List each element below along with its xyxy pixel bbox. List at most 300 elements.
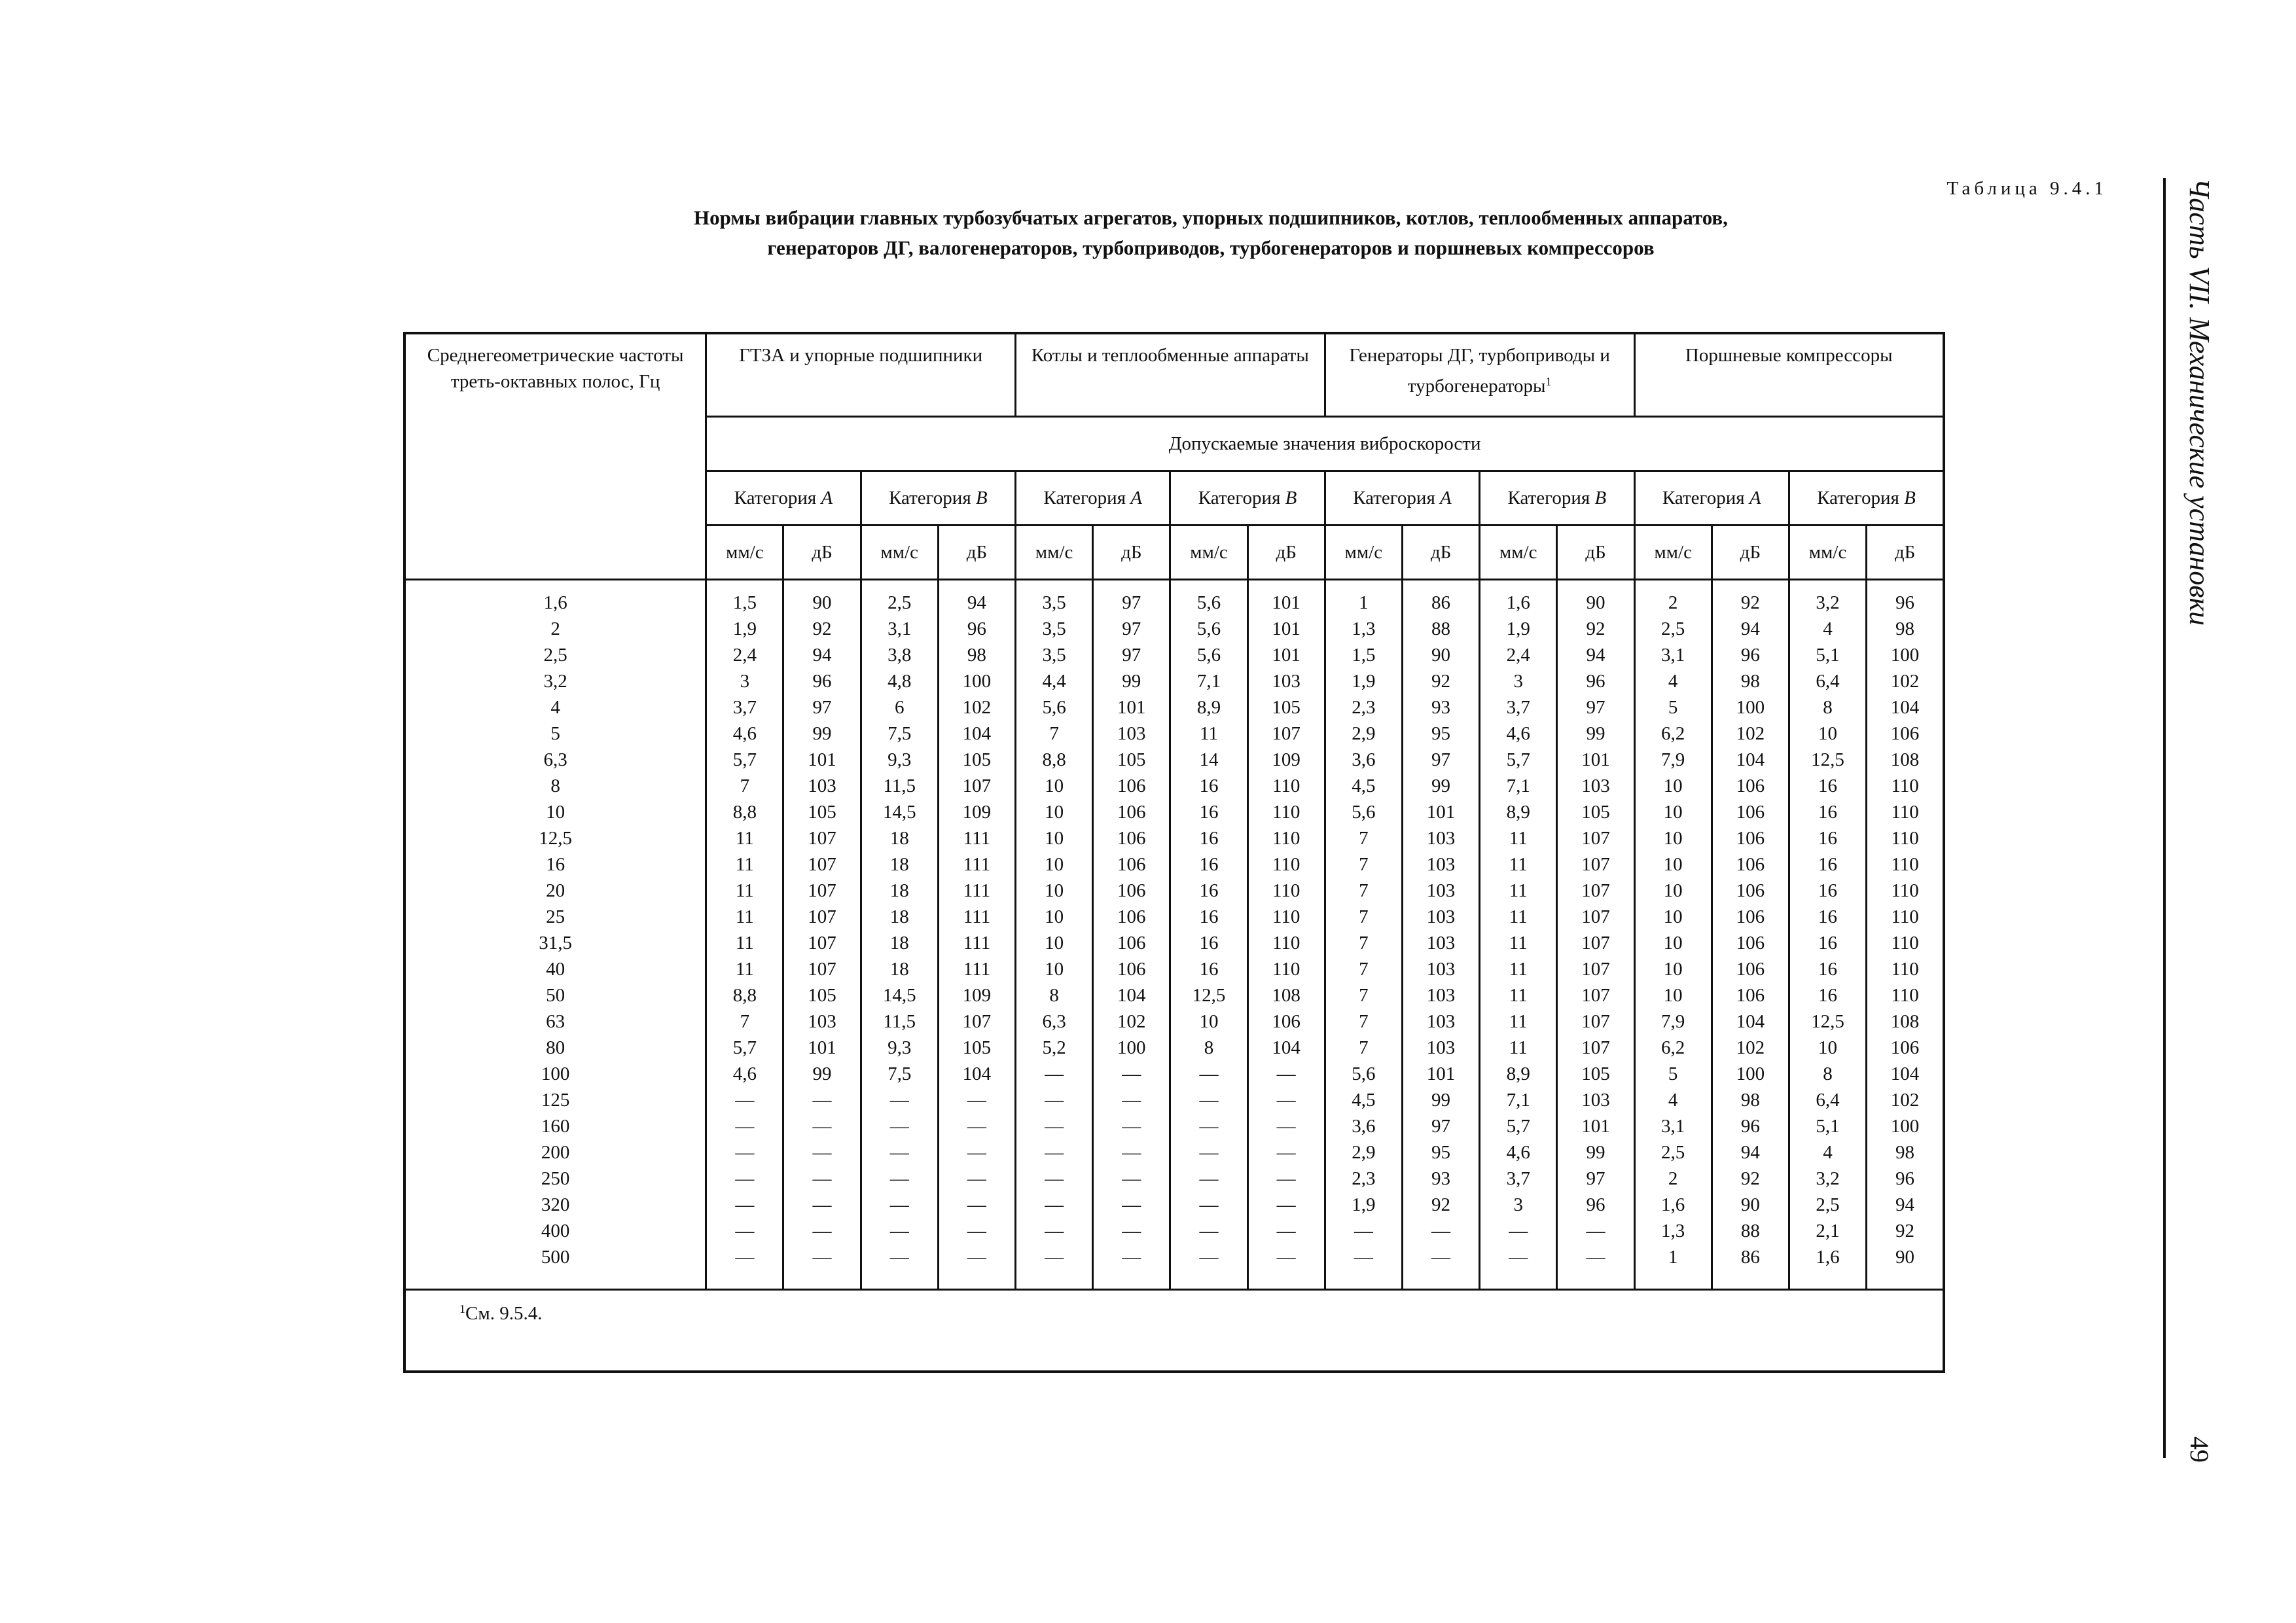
value-cell: — (861, 1192, 938, 1218)
value-cell: 106 (1712, 773, 1789, 799)
value-cell: 16 (1170, 773, 1247, 799)
value-cell: 7 (1325, 930, 1402, 956)
value-cell: — (1247, 1244, 1325, 1290)
value-cell: 96 (938, 616, 1015, 642)
value-cell: 7,5 (861, 721, 938, 747)
frequency-cell: 5 (404, 721, 706, 747)
value-cell: 96 (1557, 1192, 1634, 1218)
value-cell: 111 (938, 878, 1015, 904)
value-cell: 16 (1789, 773, 1866, 799)
value-cell: 96 (783, 668, 861, 694)
value-cell: 107 (1557, 956, 1634, 982)
value-cell: 106 (1093, 851, 1170, 878)
value-cell: 97 (1557, 1166, 1634, 1192)
value-cell: 11 (1480, 878, 1557, 904)
unit-header-mms: мм/с (706, 526, 783, 580)
unit-header-mms: мм/с (1480, 526, 1557, 580)
value-cell: 97 (1093, 616, 1170, 642)
frequency-cell: 10 (404, 799, 706, 825)
value-cell: — (1480, 1244, 1557, 1290)
value-cell: — (706, 1244, 783, 1290)
table-row (404, 773, 1944, 799)
unit-header-db: дБ (1247, 526, 1325, 580)
vibration-norms-table (403, 332, 1945, 1373)
value-cell: 105 (1557, 799, 1634, 825)
value-cell: 106 (1712, 904, 1789, 930)
value-cell: — (1093, 1087, 1170, 1113)
value-cell: 3 (706, 668, 783, 694)
category-letter: B (1594, 487, 1607, 508)
value-cell: 7,1 (1170, 668, 1247, 694)
table-row (404, 851, 1944, 878)
frequency-cell: 8 (404, 773, 706, 799)
value-cell: 6 (861, 694, 938, 721)
table-title-line-1: Нормы вибрации главных турбозубчатых агрегатов, упорных подшипников, котлов, теплообменных аппаратов, (694, 206, 1728, 229)
value-cell: — (706, 1113, 783, 1139)
table-row (404, 982, 1944, 1008)
value-cell: 8,8 (706, 799, 783, 825)
value-cell: 11,5 (861, 1008, 938, 1035)
table-number: Таблица 9.4.1 (1946, 178, 2108, 199)
value-cell: 3 (1480, 1192, 1557, 1218)
table-title (393, 203, 2029, 263)
value-cell: 104 (1712, 1008, 1789, 1035)
value-cell: 107 (1557, 1035, 1634, 1061)
value-cell: 2 (1634, 580, 1712, 616)
value-cell: 11 (706, 878, 783, 904)
value-cell: 4 (1789, 1139, 1866, 1166)
value-cell: 110 (1247, 773, 1325, 799)
value-cell: 92 (1402, 1192, 1479, 1218)
value-cell: 100 (938, 668, 1015, 694)
value-cell: 102 (1093, 1008, 1170, 1035)
value-cell: 11 (706, 930, 783, 956)
value-cell: 86 (1402, 580, 1479, 616)
value-cell: 107 (783, 930, 861, 956)
value-cell: 92 (783, 616, 861, 642)
frequency-cell: 3,2 (404, 668, 706, 694)
value-cell: 18 (861, 930, 938, 956)
value-cell: 97 (1557, 694, 1634, 721)
table-row (404, 721, 1944, 747)
value-cell: 103 (1402, 904, 1479, 930)
category-header (1016, 471, 1170, 526)
value-cell: 110 (1247, 930, 1325, 956)
page-number: 49 (2185, 1436, 2214, 1463)
value-cell: 10 (1016, 956, 1093, 982)
value-cell: — (1247, 1192, 1325, 1218)
value-cell: 10 (1634, 773, 1712, 799)
value-cell: 2,5 (861, 580, 938, 616)
value-cell: 3,7 (1480, 694, 1557, 721)
value-cell: 6,2 (1634, 1035, 1712, 1061)
value-cell: 99 (1402, 773, 1479, 799)
value-cell: 88 (1712, 1218, 1789, 1244)
value-cell: 2,9 (1325, 721, 1402, 747)
value-cell: 1,9 (1480, 616, 1557, 642)
value-cell: 109 (938, 982, 1015, 1008)
value-cell: 99 (1557, 1139, 1634, 1166)
category-letter: B (975, 487, 988, 508)
value-cell: 90 (1557, 580, 1634, 616)
unit-header-db: дБ (1712, 526, 1789, 580)
value-cell: 104 (1867, 1061, 1944, 1087)
value-cell: 104 (1867, 694, 1944, 721)
value-cell: 110 (1247, 956, 1325, 982)
category-header (1170, 471, 1325, 526)
value-cell: 11 (1480, 1008, 1557, 1035)
category-label: Категория (1817, 487, 1899, 508)
value-cell: 10 (1789, 1035, 1866, 1061)
table-row (404, 580, 1944, 616)
value-cell: 111 (938, 904, 1015, 930)
frequency-cell: 12,5 (404, 825, 706, 851)
frequency-cell: 200 (404, 1139, 706, 1166)
frequency-cell: 20 (404, 878, 706, 904)
value-cell: 101 (1247, 616, 1325, 642)
value-cell: 7,1 (1480, 773, 1557, 799)
value-cell: 1,3 (1634, 1218, 1712, 1244)
value-cell: 18 (861, 904, 938, 930)
value-cell: 102 (1867, 1087, 1944, 1113)
value-cell: — (861, 1244, 938, 1290)
value-cell: 1 (1634, 1244, 1712, 1290)
value-cell: 7 (1325, 825, 1402, 851)
value-cell: 106 (1093, 930, 1170, 956)
value-cell: — (1170, 1113, 1247, 1139)
category-header (1480, 471, 1634, 526)
value-cell: 6,3 (1016, 1008, 1093, 1035)
frequency-cell: 125 (404, 1087, 706, 1113)
value-cell: 110 (1247, 799, 1325, 825)
value-cell: 96 (1712, 642, 1789, 668)
value-cell: 95 (1402, 1139, 1479, 1166)
value-cell: 16 (1789, 982, 1866, 1008)
value-cell: 14 (1170, 747, 1247, 773)
footnote-marker: 1 (1545, 375, 1552, 388)
value-cell: 5,6 (1325, 1061, 1402, 1087)
value-cell: — (1247, 1087, 1325, 1113)
value-cell: — (1557, 1244, 1634, 1290)
value-cell: 88 (1402, 616, 1479, 642)
table-row (404, 1061, 1944, 1087)
value-cell: 106 (1867, 721, 1944, 747)
value-cell: 107 (783, 904, 861, 930)
unit-header-db: дБ (1093, 526, 1170, 580)
value-cell: — (1170, 1192, 1247, 1218)
value-cell: 110 (1247, 851, 1325, 878)
value-cell: 11 (1170, 721, 1247, 747)
value-cell: 110 (1247, 825, 1325, 851)
value-cell: 104 (1712, 747, 1789, 773)
category-letter: A (1440, 487, 1452, 508)
value-cell: 105 (938, 747, 1015, 773)
value-cell: 5,6 (1170, 616, 1247, 642)
value-cell: 103 (1093, 721, 1170, 747)
value-cell: — (1016, 1061, 1093, 1087)
table-row (404, 1035, 1944, 1061)
value-cell: 99 (783, 1061, 861, 1087)
value-cell: 105 (1247, 694, 1325, 721)
value-cell: 105 (783, 799, 861, 825)
category-label: Категория (889, 487, 971, 508)
value-cell: — (1016, 1113, 1093, 1139)
value-cell: 105 (938, 1035, 1015, 1061)
value-cell: 103 (783, 1008, 861, 1035)
value-cell: 3,7 (1480, 1166, 1557, 1192)
value-cell: — (783, 1218, 861, 1244)
value-cell: 9,3 (861, 1035, 938, 1061)
value-cell: — (938, 1244, 1015, 1290)
frequency-cell: 80 (404, 1035, 706, 1061)
margin-rule (2163, 178, 2166, 1458)
value-cell: 103 (1402, 878, 1479, 904)
category-letter: A (1130, 487, 1143, 508)
table-row (404, 694, 1944, 721)
value-cell: 106 (1712, 930, 1789, 956)
value-cell: 3,1 (861, 616, 938, 642)
table-body (404, 580, 1944, 1290)
value-cell: 7 (1325, 904, 1402, 930)
value-cell: 103 (1402, 930, 1479, 956)
value-cell: 5,1 (1789, 1113, 1866, 1139)
value-cell: 10 (1016, 799, 1093, 825)
value-cell: 7,1 (1480, 1087, 1557, 1113)
unit-header-db: дБ (783, 526, 861, 580)
value-cell: 105 (1557, 1061, 1634, 1087)
value-cell: 5,7 (706, 747, 783, 773)
table-row (404, 930, 1944, 956)
category-label: Категория (1198, 487, 1281, 508)
value-cell: 92 (1402, 668, 1479, 694)
unit-header-mms: мм/с (1170, 526, 1247, 580)
value-cell: 100 (1712, 694, 1789, 721)
value-cell: 111 (938, 825, 1015, 851)
value-cell: 103 (1402, 982, 1479, 1008)
value-cell: 12,5 (1170, 982, 1247, 1008)
value-cell: 16 (1789, 799, 1866, 825)
value-cell: 110 (1247, 904, 1325, 930)
value-cell: 11 (1480, 930, 1557, 956)
value-cell: 3,1 (1634, 642, 1712, 668)
value-cell: 18 (861, 878, 938, 904)
value-cell: 107 (783, 956, 861, 982)
value-cell: 10 (1634, 930, 1712, 956)
value-cell: 7 (706, 773, 783, 799)
value-cell: 8,9 (1480, 799, 1557, 825)
value-cell: 103 (1402, 956, 1479, 982)
value-cell: 102 (1712, 1035, 1789, 1061)
value-cell: 11 (1480, 956, 1557, 982)
value-cell: 101 (1557, 747, 1634, 773)
table-row (404, 668, 1944, 694)
value-cell: 16 (1789, 825, 1866, 851)
value-cell: — (1170, 1218, 1247, 1244)
value-cell: 9,3 (861, 747, 938, 773)
value-cell: 106 (1093, 878, 1170, 904)
value-cell: 3,6 (1325, 747, 1402, 773)
value-cell: 5,7 (706, 1035, 783, 1061)
value-cell: 16 (1170, 956, 1247, 982)
value-cell: 107 (1557, 1008, 1634, 1035)
value-cell: 110 (1867, 825, 1944, 851)
value-cell: 16 (1170, 799, 1247, 825)
frequency-cell: 2 (404, 616, 706, 642)
value-cell: 94 (1712, 1139, 1789, 1166)
value-cell: 101 (783, 1035, 861, 1061)
value-cell: — (1016, 1087, 1093, 1113)
value-cell: — (1093, 1192, 1170, 1218)
value-cell: 7 (1325, 1035, 1402, 1061)
value-cell: — (783, 1087, 861, 1113)
value-cell: — (938, 1087, 1015, 1113)
value-cell: 110 (1867, 878, 1944, 904)
value-cell: 3,1 (1634, 1113, 1712, 1139)
value-cell: 90 (1867, 1244, 1944, 1290)
value-cell: — (1325, 1218, 1402, 1244)
value-cell: — (861, 1139, 938, 1166)
value-cell: 10 (1170, 1008, 1247, 1035)
value-cell: 105 (1093, 747, 1170, 773)
value-cell: 107 (1247, 721, 1325, 747)
group-header-gtza: ГТЗА и упорные подшипники (706, 333, 1016, 417)
table-row (404, 956, 1944, 982)
value-cell: — (861, 1087, 938, 1113)
value-cell: 7,5 (861, 1061, 938, 1087)
value-cell: 92 (1712, 580, 1789, 616)
category-label: Категория (1507, 487, 1590, 508)
value-cell: 101 (1247, 642, 1325, 668)
table-row (404, 1008, 1944, 1035)
value-cell: — (1170, 1139, 1247, 1166)
frequency-cell: 63 (404, 1008, 706, 1035)
frequency-cell: 500 (404, 1244, 706, 1290)
value-cell: 90 (1402, 642, 1479, 668)
value-cell: 10 (1016, 878, 1093, 904)
value-cell: 5 (1634, 1061, 1712, 1087)
value-cell: 103 (783, 773, 861, 799)
unit-header-mms: мм/с (861, 526, 938, 580)
value-cell: 1,6 (1789, 1244, 1866, 1290)
value-cell: 10 (1634, 825, 1712, 851)
value-cell: 111 (938, 851, 1015, 878)
value-cell: 98 (938, 642, 1015, 668)
value-cell: 103 (1247, 668, 1325, 694)
value-cell: 97 (783, 694, 861, 721)
value-cell: 102 (938, 694, 1015, 721)
value-cell: 104 (1093, 982, 1170, 1008)
value-cell: 107 (938, 1008, 1015, 1035)
value-cell: — (1480, 1218, 1557, 1244)
value-cell: 110 (1867, 904, 1944, 930)
category-letter: B (1285, 487, 1297, 508)
value-cell: 2,5 (1634, 616, 1712, 642)
value-cell: 11,5 (861, 773, 938, 799)
value-cell: 16 (1170, 851, 1247, 878)
value-cell: 10 (1789, 721, 1866, 747)
value-cell: 1,5 (706, 580, 783, 616)
value-cell: 94 (1867, 1192, 1944, 1218)
value-cell: 8 (1170, 1035, 1247, 1061)
value-cell: 107 (783, 878, 861, 904)
value-cell: 16 (1789, 878, 1866, 904)
value-cell: 100 (1093, 1035, 1170, 1061)
unit-header-db: дБ (1557, 526, 1634, 580)
value-cell: — (938, 1113, 1015, 1139)
value-cell: 2,9 (1325, 1139, 1402, 1166)
value-cell: — (1170, 1087, 1247, 1113)
value-cell: 16 (1789, 904, 1866, 930)
value-cell: 95 (1402, 721, 1479, 747)
value-cell: 4 (1634, 668, 1712, 694)
value-cell: 7 (1325, 851, 1402, 878)
value-cell: 1,9 (1325, 668, 1402, 694)
value-cell: 90 (1712, 1192, 1789, 1218)
value-cell: 98 (1867, 616, 1944, 642)
value-cell: 8,9 (1480, 1061, 1557, 1087)
frequency-cell: 31,5 (404, 930, 706, 956)
value-cell: 10 (1016, 930, 1093, 956)
value-cell: 2,4 (706, 642, 783, 668)
value-cell: 16 (1170, 930, 1247, 956)
value-cell: — (783, 1244, 861, 1290)
value-cell: 11 (1480, 982, 1557, 1008)
value-cell: 16 (1789, 851, 1866, 878)
value-cell: 16 (1789, 956, 1866, 982)
value-cell: 111 (938, 956, 1015, 982)
value-cell: 101 (783, 747, 861, 773)
value-cell: 101 (1557, 1113, 1634, 1139)
value-cell: 106 (1093, 904, 1170, 930)
value-cell: 106 (1712, 799, 1789, 825)
value-cell: — (1170, 1166, 1247, 1192)
value-cell: 11 (1480, 904, 1557, 930)
value-cell: 11 (1480, 1035, 1557, 1061)
value-cell: 16 (1170, 878, 1247, 904)
value-cell: 5,6 (1325, 799, 1402, 825)
value-cell: 96 (1867, 580, 1944, 616)
value-cell: 4,6 (1480, 721, 1557, 747)
value-cell: 4,5 (1325, 773, 1402, 799)
value-cell: 92 (1867, 1218, 1944, 1244)
value-cell: — (706, 1192, 783, 1218)
value-cell: 103 (1402, 1008, 1479, 1035)
value-cell: 11 (1480, 851, 1557, 878)
value-cell: 7 (1325, 982, 1402, 1008)
value-cell: 94 (938, 580, 1015, 616)
value-cell: 1 (1325, 580, 1402, 616)
value-cell: 106 (1712, 956, 1789, 982)
value-cell: 108 (1867, 1008, 1944, 1035)
value-cell: 107 (783, 851, 861, 878)
value-cell: — (1247, 1166, 1325, 1192)
value-cell: 4,4 (1016, 668, 1093, 694)
table-row (404, 1113, 1944, 1139)
unit-header-db: дБ (1867, 526, 1944, 580)
value-cell: 110 (1867, 799, 1944, 825)
value-cell: 106 (1093, 825, 1170, 851)
value-cell: — (1170, 1244, 1247, 1290)
frequency-cell: 320 (404, 1192, 706, 1218)
frequency-cell: 1,6 (404, 580, 706, 616)
value-cell: — (938, 1166, 1015, 1192)
value-cell: 7,9 (1634, 1008, 1712, 1035)
value-cell: 109 (938, 799, 1015, 825)
value-cell: 101 (1093, 694, 1170, 721)
value-cell: 103 (1402, 1035, 1479, 1061)
value-cell: — (938, 1218, 1015, 1244)
value-cell: — (1247, 1218, 1325, 1244)
